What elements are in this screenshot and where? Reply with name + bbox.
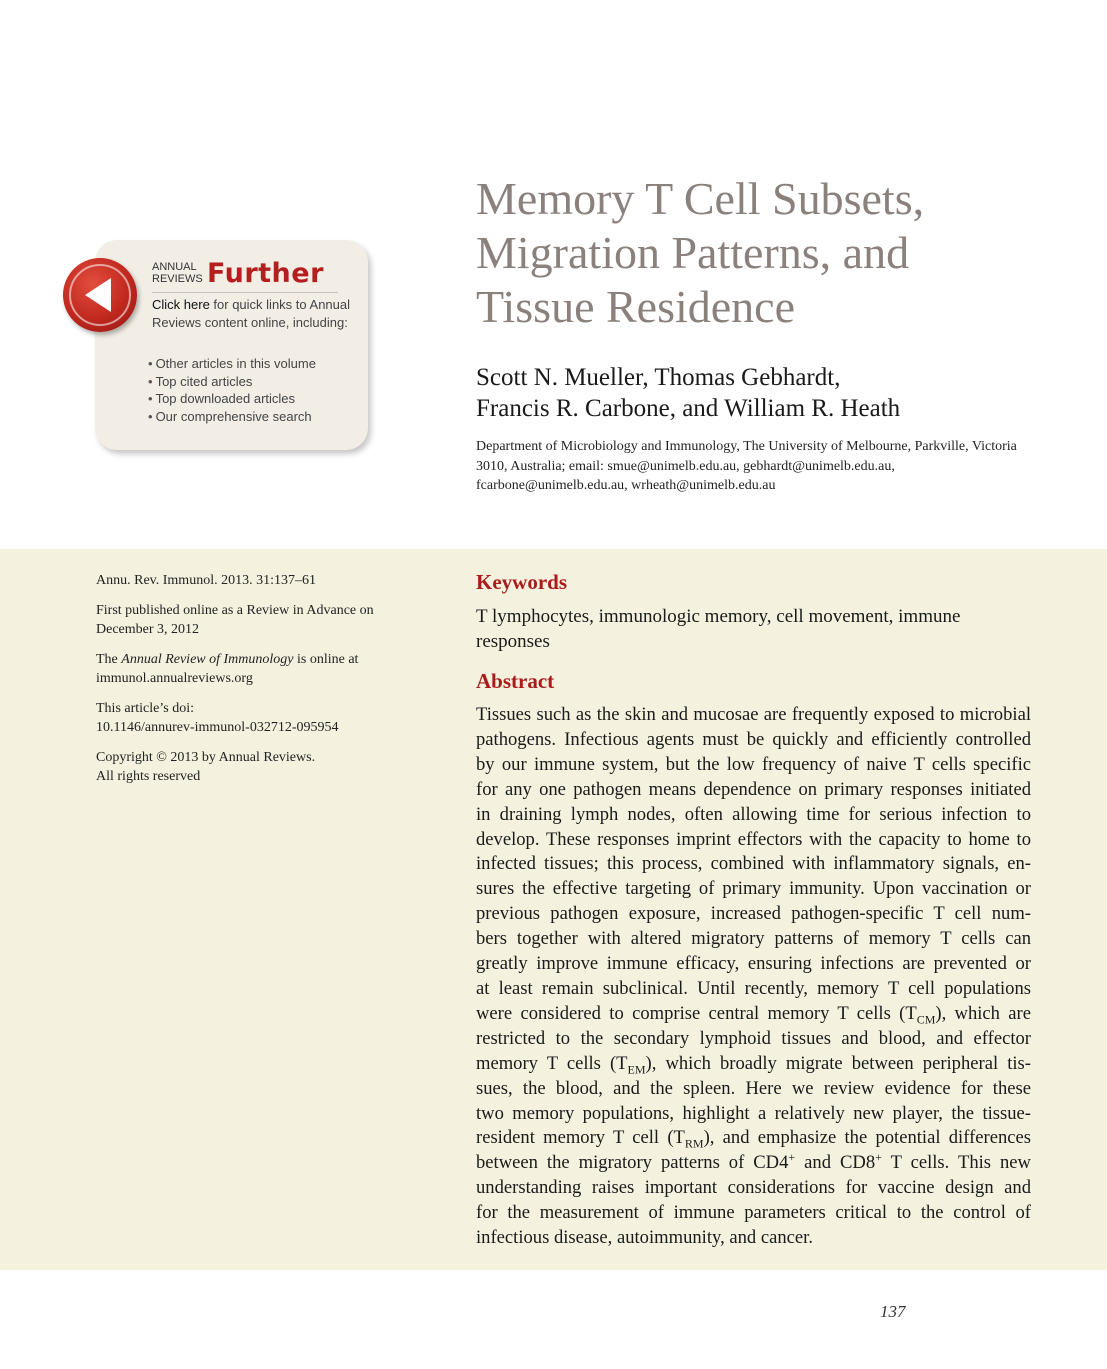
doi-label: This article’s doi: (96, 700, 194, 716)
superscript: + (875, 1150, 882, 1165)
abstract-text: and CD8 (795, 1152, 876, 1174)
keywords: T lymphocytes, immunologic memory, cell movement, immune responses (476, 606, 961, 652)
article-meta (96, 571, 416, 797)
author-list (476, 362, 1076, 424)
doi-value[interactable]: 10.1146/annurev-immunol-032712-095954 (96, 720, 339, 735)
journal-name: Annual Review of Immunology (121, 651, 294, 667)
annual-reviews-logo (152, 262, 203, 285)
author-line: Francis R. Carbone, and William R. Heath (476, 395, 901, 422)
further-link-top-downloaded[interactable]: • Top downloaded articles (148, 390, 316, 408)
abstract-heading: Abstract (476, 669, 555, 693)
abstract-text: memory T cells (T (476, 1052, 628, 1074)
abstract-body (476, 703, 1031, 1251)
online-post: is online at immunol.annualreviews.org (96, 651, 359, 686)
abstract-line: develop. These responses imprint effectors with the capacity to home to (476, 828, 1031, 850)
title-line: Memory T Cell Subsets, (476, 173, 925, 224)
doi-block (96, 699, 416, 738)
rights: All rights reserved (96, 769, 201, 784)
abstract-line: previous pathogen exposure, increased pathogen-specific T cell num- (476, 903, 1031, 925)
further-link-search[interactable]: • Our comprehensive search (148, 408, 316, 426)
click-here-link[interactable]: Click here (152, 297, 210, 312)
abstract-line: sures the effective targeting of primary immunity. Upon vaccination or (476, 878, 1031, 900)
abstract-line: for any one pathogen means dependence on primary responses initiated (476, 778, 1031, 800)
subscript: RM (684, 1137, 704, 1152)
abstract-text: between the migratory patterns of CD4 (476, 1152, 789, 1174)
further-arrow-icon[interactable] (63, 258, 137, 332)
abstract-line: in draining lymph nodes, often allowing time for serious infection to (476, 803, 1031, 825)
abstract-line (476, 1052, 1031, 1077)
divider (152, 292, 338, 293)
further-link-other-articles[interactable]: • Other articles in this volume (148, 355, 316, 373)
author-line: Scott N. Mueller, Thomas Gebhardt, (476, 364, 841, 391)
copyright: Copyright © 2013 by Annual Reviews. (96, 749, 316, 765)
abstract-line: pathogens. Infectious agents must be quickly and efficiently controlled (476, 728, 1031, 750)
abstract-text: T cells. This new (881, 1152, 1031, 1174)
abstract-line (476, 1151, 1031, 1176)
abstract-text: ), which broadly migrate between peripheral tis- (645, 1052, 1031, 1074)
abstract-text: were considered to comprise central memory T cells (T (476, 1002, 917, 1024)
further-intro-text: for quick links to Annual Reviews content online, including: (152, 297, 350, 330)
abstract-text: ), which are (935, 1002, 1031, 1024)
abstract-line: infected tissues; this process, combined with inflammatory signals, en- (476, 853, 1031, 875)
abstract-line: bers together with altered migratory patterns of memory T cells can (476, 928, 1031, 950)
abstract-line: by our immune system, but the low frequency of naive T cells specific (476, 753, 1031, 775)
title-line: Migration Patterns, and (476, 227, 910, 278)
abstract-line (476, 1002, 1031, 1027)
copyright-block (96, 748, 416, 787)
first-published: First published online as a Review in Advance on December 3, 2012 (96, 602, 374, 637)
further-links (148, 355, 316, 425)
abstract-text: resident memory T cell (T (476, 1127, 685, 1149)
subscript: CM (916, 1012, 936, 1027)
affiliation: Department of Microbiology and Immunology, The University of Melbourne, Parkville, Victoria 3010, Australia; email: smue@unimelb.edu.au, gebhardt@unimelb.edu.au, fcarbone@unimelb.edu.au, wrheath@unimelb.edu.au (476, 439, 1017, 493)
brand-bottom: REVIEWS (152, 272, 203, 285)
citation: Annu. Rev. Immunol. 2013. 31:137–61 (96, 573, 316, 588)
subscript: EM (627, 1062, 646, 1077)
abstract-line: at least remain subclinical. Until recently, memory T cell populations (476, 977, 1031, 999)
abstract-line: infectious disease, autoimmunity, and cancer. (476, 1227, 813, 1249)
abstract-line (476, 1126, 1031, 1151)
abstract-line: understanding raises important considerations for vaccine design and (476, 1177, 1031, 1199)
brand-top: ANNUAL (152, 261, 197, 273)
superscript: + (788, 1150, 796, 1165)
abstract-line: sues, the blood, and the spleen. Here we review evidence for these (476, 1077, 1031, 1099)
abstract-line: restricted to the secondary lymphoid tissues and blood, and effector (476, 1027, 1031, 1049)
abstract-text: ), and emphasize the potential differences (703, 1127, 1031, 1149)
keywords-heading: Keywords (476, 570, 567, 594)
abstract-line: greatly improve immune efficacy, ensuring infections are prevented or (476, 953, 1031, 975)
further-intro (152, 296, 352, 331)
further-brand-word: Further (207, 258, 324, 289)
online-pre: The (96, 651, 118, 667)
article-title (476, 172, 1076, 334)
further-link-top-cited[interactable]: • Top cited articles (148, 373, 316, 391)
title-line: Tissue Residence (476, 281, 796, 332)
journal-online (96, 650, 416, 689)
page-number: 137 (880, 1302, 906, 1321)
abstract-line: two memory populations, highlight a relatively new player, the tissue- (476, 1102, 1031, 1124)
abstract-line: for the measurement of immune parameters critical to the control of (476, 1202, 1031, 1224)
abstract-line: Tissues such as the skin and mucosae are frequently exposed to microbial (476, 704, 1031, 725)
